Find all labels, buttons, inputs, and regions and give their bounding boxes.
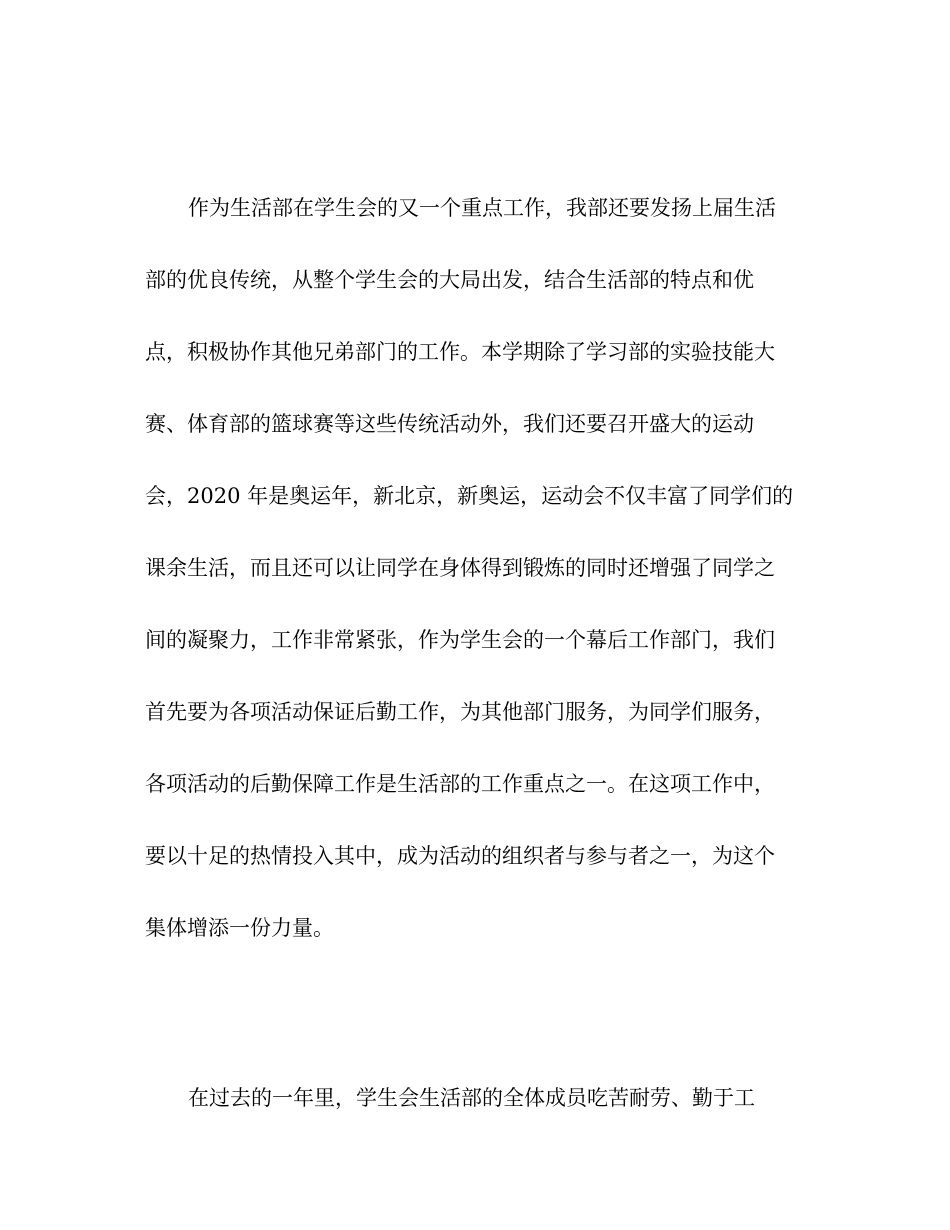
paragraph-line: 各项活动的后勤保障工作是生活部的工作重点之一。在这项工作中， bbox=[145, 772, 775, 796]
paragraph-line: 首先要为各项活动保证后勤工作，为其他部门服务，为同学们服务， bbox=[145, 700, 775, 724]
paragraph-line: 部的优良传统，从整个学生会的大局出发，结合生活部的特点和优 bbox=[145, 268, 754, 292]
paragraph-line: 要以十足的热情投入其中，成为活动的组织者与参与者之一，为这个 bbox=[145, 844, 775, 868]
paragraph-line: 在过去的一年里，学生会生活部的全体成员吃苦耐劳、勤于工 bbox=[188, 1086, 755, 1110]
paragraph-2 bbox=[145, 1086, 810, 1110]
document-body bbox=[145, 196, 810, 1158]
paragraph-spacer bbox=[145, 988, 810, 1086]
paragraph-line: 会，2020 年是奥运年，新北京，新奥运，运动会不仅丰富了同学们的 bbox=[145, 484, 794, 508]
paragraph-line: 作为生活部在学生会的又一个重点工作，我部还要发扬上届生活 bbox=[188, 196, 776, 220]
paragraph-line: 间的凝聚力，工作非常紧张，作为学生会的一个幕后工作部门，我们 bbox=[145, 628, 775, 652]
paragraph-1 bbox=[145, 196, 810, 940]
paragraph-line: 集体增添一份力量。 bbox=[145, 916, 334, 940]
paragraph-line: 赛、体育部的篮球赛等这些传统活动外，我们还要召开盛大的运动 bbox=[145, 412, 754, 436]
paragraph-line: 课余生活，而且还可以让同学在身体得到锻炼的同时还增强了同学之 bbox=[145, 556, 775, 580]
paragraph-line: 点，积极协作其他兄弟部门的工作。本学期除了学习部的实验技能大 bbox=[145, 340, 775, 364]
